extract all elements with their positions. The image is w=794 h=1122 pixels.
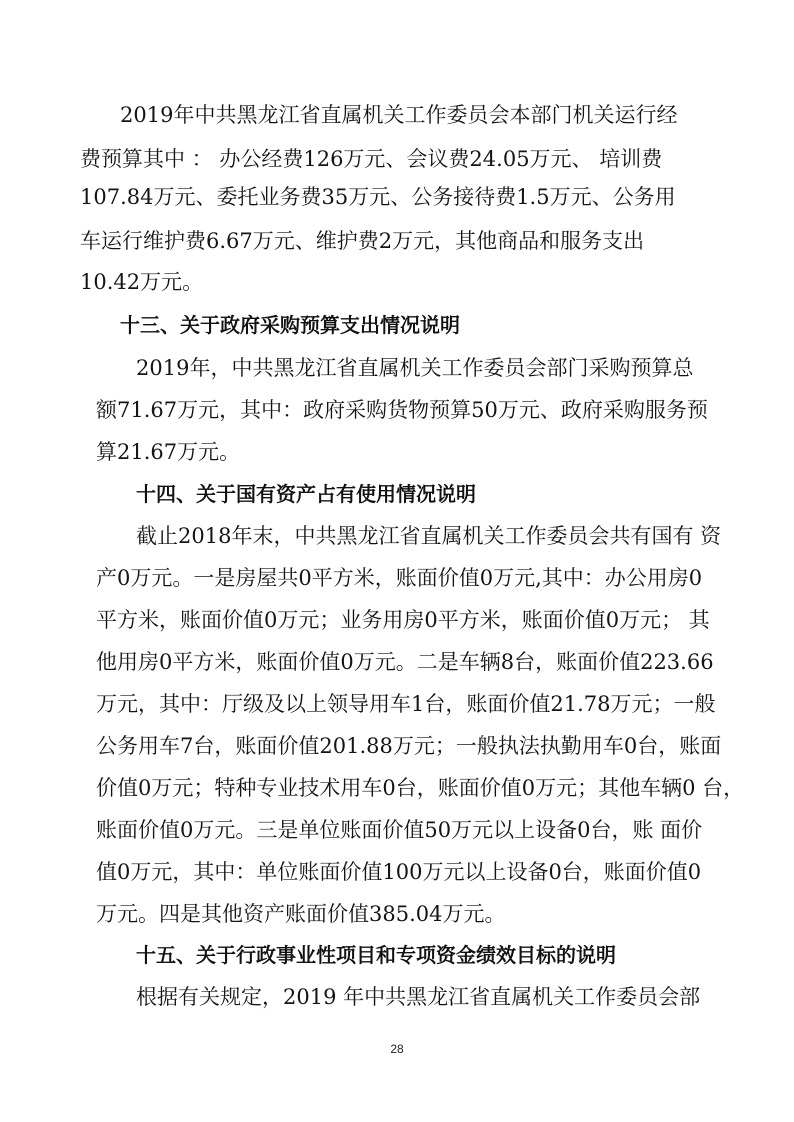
section-heading: 十五、关于行政事业性项目和专项资金绩效目标的说明 — [136, 943, 616, 967]
paragraph-line: 算21.67万元。 — [96, 440, 241, 464]
page-number: 28 — [390, 1042, 404, 1056]
paragraph-line: 平方米，账面价值0万元；业务用房0平方米，账面价值0万元； 其 — [96, 608, 710, 632]
paragraph-line: 他用房0平方米，账面价值0万元。二是车辆8台，账面价值223.66 — [96, 650, 714, 674]
paragraph-line: 费预算其中 ： 办公经费126万元、会议费24.05万元、 培训费 — [80, 147, 663, 171]
paragraph-line: 10.42万元。 — [80, 270, 204, 294]
paragraph-line: 根据有关规定，2019 年中共黑龙江省直属机关工作委员会部 — [136, 985, 701, 1009]
paragraph-line: 万元。四是其他资产账面价值385.04万元。 — [96, 902, 506, 926]
paragraph-line: 值0万元，其中：单位账面价值100万元以上设备0台，账面价值0 — [96, 860, 702, 884]
paragraph-line: 2019年中共黑龙江省直属机关工作委员会本部门机关运行经 — [120, 103, 678, 127]
paragraph-line: 额71.67万元，其中：政府采购货物预算50万元、政府采购服务预 — [96, 398, 708, 422]
section-heading: 十三、关于政府采购预算支出情况说明 — [120, 313, 460, 337]
paragraph-line: 价值0万元；特种专业技术用车0台，账面价值0万元；其他车辆0 台， — [96, 776, 745, 800]
paragraph-line: 账面价值0万元。三是单位账面价值50万元以上设备0台，账 面价 — [96, 818, 703, 842]
paragraph-line: 车运行维护费6.67万元、维护费2万元，其他商品和服务支出 — [80, 229, 645, 253]
paragraph-line: 截止2018年末，中共黑龙江省直属机关工作委员会共有国有 资 — [136, 524, 722, 548]
paragraph-line: 107.84万元、委托业务费35万元、公务接待费1.5万元、公务用 — [80, 185, 676, 209]
paragraph-line: 公务用车7台，账面价值201.88万元；一般执法执勤用车0台，账面 — [96, 734, 722, 758]
paragraph-line: 产0万元。一是房屋共0平方米，账面价值0万元,其中：办公用房0 — [96, 566, 703, 590]
paragraph-line: 万元，其中：厅级及以上领导用车1台，账面价值21.78万元；一般 — [96, 692, 716, 716]
section-heading: 十四、关于国有资产占有使用情况说明 — [136, 482, 476, 506]
paragraph-line: 2019年，中共黑龙江省直属机关工作委员会部门采购预算总 — [136, 356, 694, 380]
